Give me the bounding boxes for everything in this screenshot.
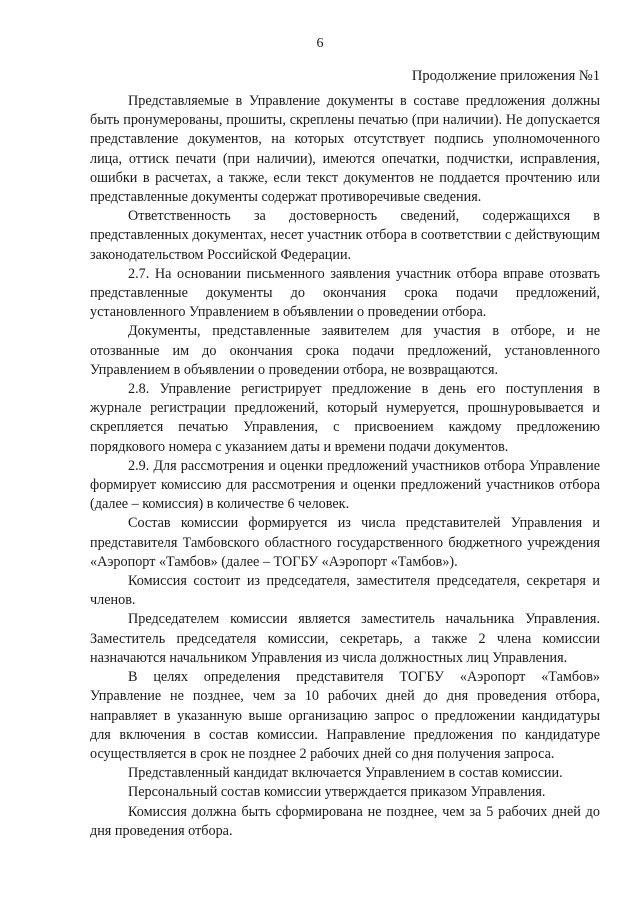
page-number: 6 <box>316 36 324 51</box>
paragraph: Представляемые в Управление документы в составе предложения должны быть пронумерованы, прошиты, скреплены печатью (при наличии). Не допускается представление документов, на которых отсутствует подпись уполномоченного лица, оттиск печати (при наличии), имеются опечатки, подчистки, исправления, ошибки в расчетах, а также, если текст документов не поддается прочтению или представленные документы содержат противоречивые сведения. <box>90 93 600 206</box>
paragraph: Представленный кандидат включается Управлением в состав комиссии. <box>128 765 563 782</box>
paragraph: 2.7. На основании письменного заявления участник отбора вправе отозвать представленные документы до окончания срока подачи предложений, установленного Управлением в объявлении о проведении отбора. <box>90 265 600 321</box>
document-body <box>90 92 600 841</box>
paragraph: Председателем комиссии является заместитель начальника Управления. Заместитель председателя комиссии, секретарь, а также 2 члена комиссии назначаются начальником Управления из числа должностных лиц Управления. <box>90 611 600 666</box>
paragraph: 2.9. Для рассмотрения и оценки предложений участников отбора Управление формирует комиссию для рассмотрения и оценки предложений участников отбора (далее – комиссия) в количестве 6 человек. <box>90 457 600 513</box>
paragraph: Персональный состав комиссии утверждается приказом Управления. <box>128 784 546 801</box>
paragraph: Ответственность за достоверность сведений, содержащихся в представленных документах, несет участник отбора в соответствии с действующим законодательством Российской Федерации. <box>90 208 600 263</box>
paragraph: Документы, представленные заявителем для участия в отборе, и не отозванные им до окончания срока подачи предложений, установленного Управлением в объявлении о проведении отбора, не возвращаются. <box>90 323 600 378</box>
appendix-header: Продолжение приложения №1 <box>411 68 600 84</box>
paragraph: Комиссия состоит из председателя, заместителя председателя, секретаря и членов. <box>90 573 600 609</box>
paragraph: Состав комиссии формируется из числа представителей Управления и представителя Тамбовского областного государственного бюджетного учреждения «Аэропорт «Тамбов» (далее – ТОГБУ «Аэропорт «Тамбов»). <box>90 515 600 570</box>
paragraph: Комиссия должна быть сформирована не позднее, чем за 5 рабочих дней до дня проведения отбора. <box>90 803 600 839</box>
paragraph: В целях определения представителя ТОГБУ «Аэропорт «Тамбов» Управление не позднее, чем за 10 рабочих дней до дня проведения отбора, направляет в указанную выше организацию запрос о предложении кандидатуры для включения в состав комиссии. Направление предложения по кандидатуре осуществляется в срок не позднее 2 рабочих дней со дня получения запроса. <box>90 669 600 762</box>
paragraph: 2.8. Управление регистрирует предложение в день его поступления в журнале регистрации предложений, который нумеруется, прошнуровывается и скрепляется печатью Управления, с присвоением каждому предложению порядкового номера с указанием даты и времени подачи документов. <box>90 381 600 455</box>
